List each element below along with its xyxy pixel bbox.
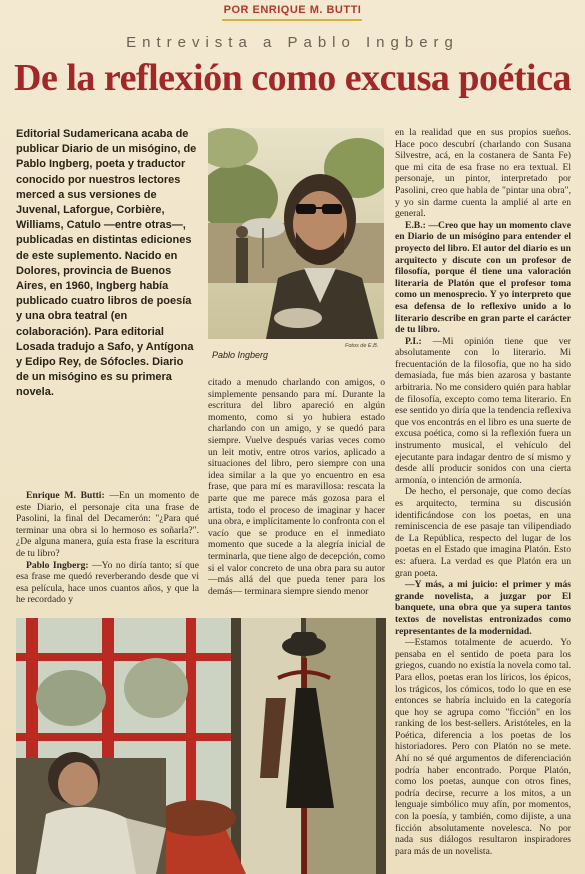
interior-photo-graphic (16, 618, 386, 874)
question-1: —En un momento de este Diario, el personaje cita una frase de Pasolini, la final del Decamerón: "¿Para qué terminar una obra si lo hermoso es soñarla?". ¿De alguna manera, guía esta frase la escritura de tu libro? (16, 490, 199, 559)
answer-2: —Mi opinión tiene que ver absolutamente con lo literario. Mi frecuentación de la filosofía, que no ha sido demasiada, fue más bien azarosa y bastante arbitraria. No me considero quién para hablar de filosofía, excepto como tema literario. En ese sentido yo diría que la tendencia reflexiva que vos encontrás en el libro es una suerte de excusa poética, como si la reflexión fuera un instrumento musical, el vehículo del ejecutante para indagar dentro de sí mismo y desde allí producir sonidos con una cierta armonía, o intención de armonía. (395, 335, 571, 486)
col3-paragraph-1: en la realidad que en sus propios sueños. Hace poco descubrí (charlando con Susana Silvestre, acá, en la costanera de Santa Fe) que mi cita de esa frase no era textual. El personaje, un pintor, interpretado por Pasolini, creo que habla de "pintar una obra", y yo sin darme cuenta la amplié al arte en general. (395, 127, 571, 220)
portrait-photo (208, 128, 384, 339)
interior-photo (16, 618, 386, 874)
answer-1-continued: citado a menudo charlando con amigos, o simplemente pensando para mí. Durante la escritura del libro apareció en algún momento, como si yo hubiera estado charlando con un amigo, y se quedó para siempre. Vuelve después varias veces como un leit motiv, entre otros varios, aplicado a situaciones del libro, pero siempre con una idea similar a la que yo encuentro en esa frase, que para mí es maravillosa: rescata la parte que me parece más gozosa para el artista, todo el proceso de imaginar y hacer una obra, e implícitamente lo confronta con el vacío que se produce en el inmediato momento que sucede a la alegría inicial de terminarla, que tiene algo de decepción, como si el valor concreto de una obra para su autor —más allá del que pueda tener para los demás— terminara siempre siendo menor (208, 377, 385, 597)
byline: POR ENRIQUE M. BUTTI (223, 4, 362, 16)
speaker-ingberg: Pablo Ingberg: (26, 559, 89, 571)
photo-credit: Fotos de E.B. (345, 343, 379, 349)
speaker-pi: P.I.: (405, 335, 422, 347)
portrait-photo-graphic (208, 128, 384, 339)
question-2: —Creo que hay un momento clave en Diario de un misógino para entender el proyecto del libro. El autor del diario es un arquitecto y discute con un profesor de filosofía, porque él tiene una valoración literaria de Platón que el profesor toma como un menosprecio. Y yo interpreto que esa defensa de lo reflexivo unido a lo literario describe en gran parte el carácter de tu libro. (395, 219, 571, 336)
lede-paragraph: Editorial Sudamericana acaba de publicar Diario de un misógino, de Pablo Ingberg, poeta y traductor conocido por nuestros lectores merced a sus versiones de Juvenal, Laforgue, Corbière, Williams, Catulo —entre otras—, publicadas en distintas ediciones de este suplemento. Nacido en Dolores, provincia de Buenos Aires, en 1960, Ingberg había publicado cuatro libros de poesía y una obra teatral (en colaboración). Para editorial Losada tradujo a Safo, y Antígona y Edipo Rey, de Sófocles. Diario de un misógino es su primera novela. (16, 128, 197, 399)
column-1-text (16, 490, 199, 614)
col3-paragraph-4: De hecho, el personaje, que como decías es arquitecto, termina su discusión identificándose con los poetas, en una reminiscencia de ese pasaje tan vilipendiado de La República, respecto del lugar de los poetas en el Estado que imagina Platón. Esto es: afuera. La verdad es que Platón era un gran poeta. (395, 486, 571, 579)
answer-3: —Estamos totalmente de acuerdo. Yo pensaba en el sentido de poeta para los griegos, cuando no existía la novela como tal. Para ellos, poetas eran los líricos, los épicos, los trágicos, los cómicos, todo lo que en ese entonces se habría incluido en la categoría que hoy se agrupa como "ficción" en los ranking de los best-sellers. Aristóteles, en la Poética, diferencia a los poetas de los historiadores. Pero con Platón no se mete. Ahí no sé qué argumentos de diferenciación podría haber encontrado. Porque Platón, como los poetas, aunque con otros fines, podría decirse, recurre a los mitos, a un lenguaje simbólico muy afín, por momentos, con la poesía, y también, como dijiste, a una ficción absolutamente novelesca. No por nada sus diálogos resultaron inspiradores para más de un novelista. (395, 637, 571, 857)
kicker: Entrevista a Pablo Ingberg (126, 34, 459, 51)
column-2-text (208, 377, 385, 609)
speaker-butti: Enrique M. Butti: (26, 490, 105, 501)
column-3-text (395, 127, 571, 873)
headline: De la reflexión como excusa poética (14, 57, 571, 99)
byline-rule (222, 19, 362, 21)
portrait-caption: Pablo Ingberg (212, 350, 269, 360)
answer-1: —Yo no diría tanto; sí que esa frase me quedó reverberando desde que vi esa película, hace unos cuantos años, y que la he recordado y (16, 559, 199, 606)
speaker-eb: E.B.: (405, 219, 426, 231)
question-3: —Y más, a mi juicio: el primer y más grande novelista, a juzgar por El banquete, una obra que ya supera tantos textos de novelistas entronizados como representantes de la modernidad. (395, 579, 571, 637)
